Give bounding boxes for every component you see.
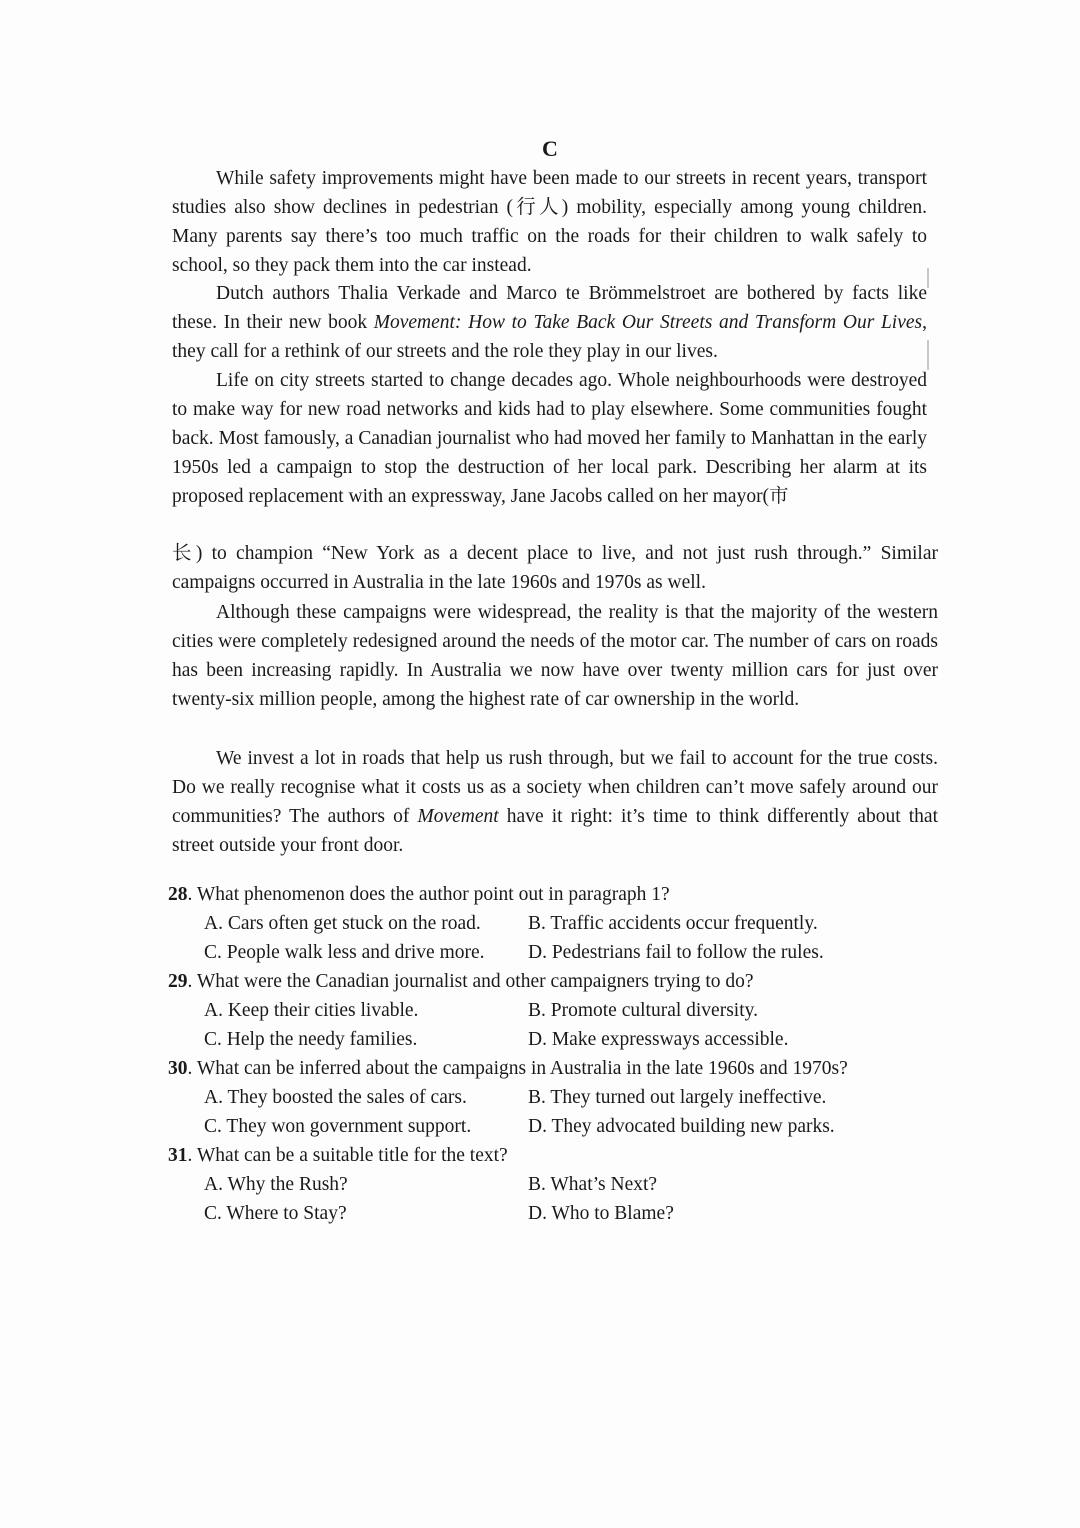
question-number: 29 xyxy=(168,971,188,992)
q30-option-d: D. They advocated building new parks. xyxy=(528,1116,835,1137)
question-text: . What can be inferred about the campaigns in Australia in the late 1960s and 1970s? xyxy=(187,1058,848,1079)
question-29 xyxy=(168,967,754,996)
question-number: 28 xyxy=(168,884,188,905)
question-31 xyxy=(168,1141,508,1170)
paragraph-5-text-start: We invest a lot in roads that help us rush through, but we fail to account for the true costs. Do we really recognise what it costs us as a society when children can’t move safely around our communities? The authors of xyxy=(172,748,938,827)
question-number: 31 xyxy=(168,1145,188,1166)
passage-paragraph-3: Life on city streets started to change decades ago. Whole neighbourhoods were destroyed to make way for new road networks and kids had to play elsewhere. Some communities fought back. Most famously, a Canadian journalist who had moved her family to Manhattan in the early 1950s led a campaign to stop the destruction of her local park. Describing her alarm at its proposed replacement with an expressway, Jane Jacobs called on her mayor(市 xyxy=(172,370,927,507)
question-28 xyxy=(168,880,670,909)
paragraph-2-text-end: , they call for a rethink of our streets and the role they play in our lives. xyxy=(172,312,927,362)
q29-option-c: C. Help the needy families. xyxy=(204,1029,418,1050)
q31-option-a: A. Why the Rush? xyxy=(204,1174,348,1195)
paragraph-5-text-end: have it right: it’s time to think differently about that street outside your front door. xyxy=(172,806,938,856)
book-title-short: Movement xyxy=(417,806,499,827)
q30-option-b: B. They turned out largely ineffective. xyxy=(528,1087,827,1108)
q29-option-d: D. Make expressways accessible. xyxy=(528,1029,789,1050)
book-title: Movement: How to Take Back Our Streets and Transform Our Lives xyxy=(373,312,923,333)
question-number: 30 xyxy=(168,1058,188,1079)
passage-paragraph-2 xyxy=(172,279,927,366)
q30-option-c: C. They won government support. xyxy=(204,1116,472,1137)
question-text: . What can be a suitable title for the text? xyxy=(187,1145,508,1166)
q31-option-b: B. What’s Next? xyxy=(528,1174,658,1195)
q28-option-c: C. People walk less and drive more. xyxy=(204,942,485,963)
q31-option-c: C. Where to Stay? xyxy=(204,1203,347,1224)
passage-paragraph-4: Although these campaigns were widespread, the reality is that the majority of the western cities were completely redesigned around the needs of the motor car. The number of cars on roads has been increasing rapidly. In Australia we now have over twenty million cars for just over twenty-six million people, among the highest rate of car ownership in the world. xyxy=(172,602,938,710)
q29-option-a: A. Keep their cities livable. xyxy=(204,1000,419,1021)
q30-option-a: A. They boosted the sales of cars. xyxy=(204,1087,467,1108)
paragraph-2-text-start: Dutch authors Thalia Verkade and Marco te Brömmelstroet are bothered by facts like these. In their new book xyxy=(172,283,927,333)
question-text: . What phenomenon does the author point out in paragraph 1? xyxy=(187,884,670,905)
q31-option-d: D. Who to Blame? xyxy=(528,1203,674,1224)
q29-option-b: B. Promote cultural diversity. xyxy=(528,1000,758,1021)
passage-paragraph-1: While safety improvements might have been made to our streets in recent years, transport studies also show declines in pedestrian (行人) mobility, especially among young children. Many parents say there’s too much traffic on the roads for their children to walk safely to school, so they pack them into the car instead. xyxy=(172,168,927,276)
section-letter: C xyxy=(542,136,558,161)
passage-paragraph-5 xyxy=(172,744,938,860)
q28-option-b: B. Traffic accidents occur frequently. xyxy=(528,913,818,934)
q28-option-a: A. Cars often get stuck on the road. xyxy=(204,913,481,934)
question-30 xyxy=(168,1054,848,1083)
scan-edge-mark xyxy=(927,340,929,370)
scan-edge-mark xyxy=(927,268,929,288)
q28-option-d: D. Pedestrians fail to follow the rules. xyxy=(528,942,824,963)
question-text: . What were the Canadian journalist and other campaigners trying to do? xyxy=(187,971,754,992)
passage-paragraph-3-continued: 长) to champion “New York as a decent place to live, and not just rush through.” Similar campaigns occurred in Australia in the late 1960s and 1970s as well. xyxy=(172,543,938,593)
